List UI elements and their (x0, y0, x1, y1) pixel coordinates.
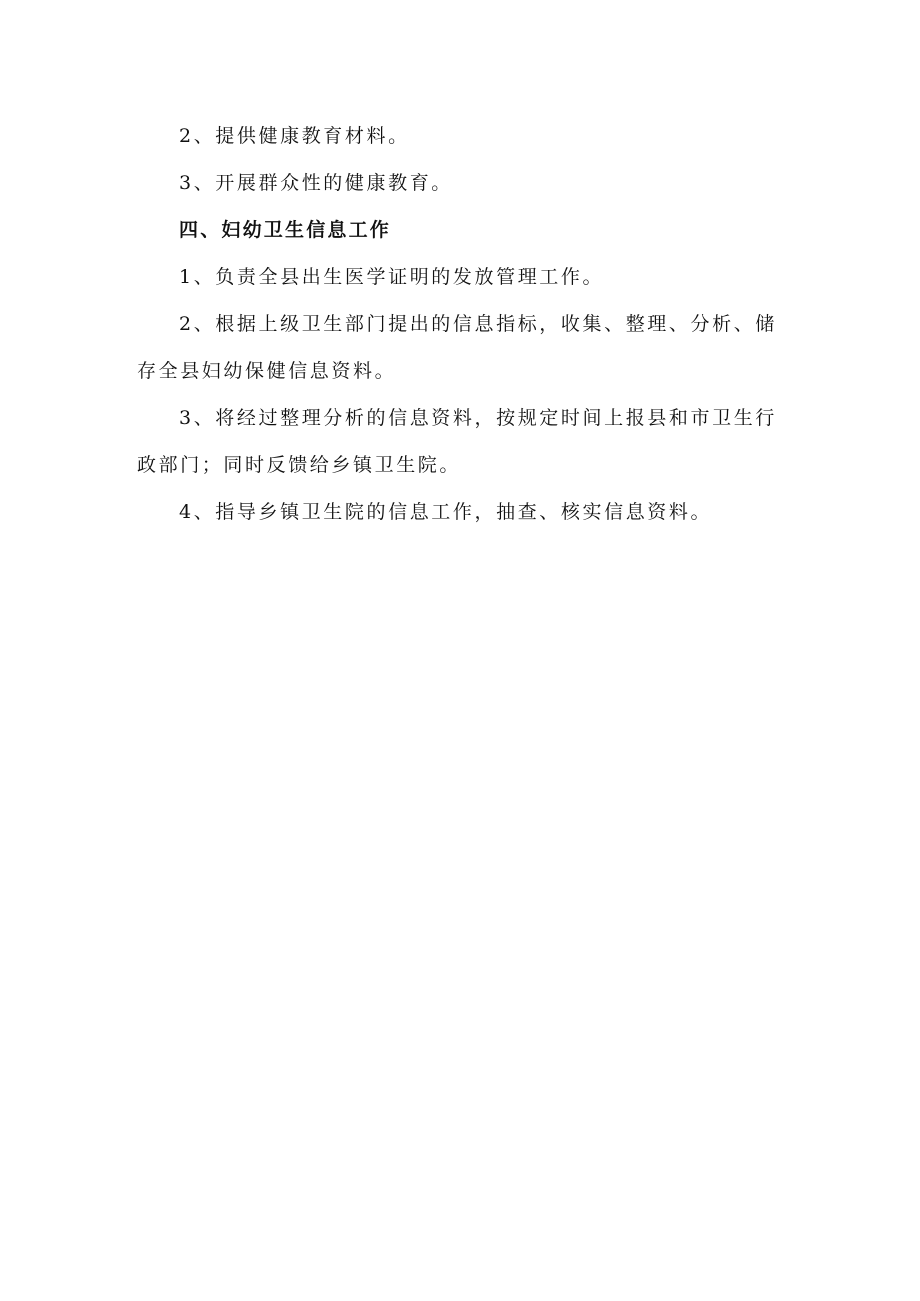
paragraph-guide-townships: 4、指导乡镇卫生院的信息工作，抽查、核实信息资料。 (179, 501, 713, 523)
paragraph-provide-materials: 2、提供健康教育材料。 (179, 125, 410, 147)
paragraph-mass-education: 3、开展群众性的健康教育。 (179, 172, 453, 194)
paragraph-collect-info: 2、根据上级卫生部门提出的信息指标，收集、整理、分析、储存全县妇幼保健信息资料。 (137, 313, 777, 382)
section-heading-info-work: 四、妇幼卫生信息工作 (179, 219, 392, 241)
document-body (137, 113, 797, 536)
paragraph-birth-certificate: 1、负责全县出生医学证明的发放管理工作。 (179, 266, 605, 288)
paragraph-report-info: 3、将经过整理分析的信息资料，按规定时间上报县和市卫生行政部门；同时反馈给乡镇卫生院。 (137, 407, 777, 476)
